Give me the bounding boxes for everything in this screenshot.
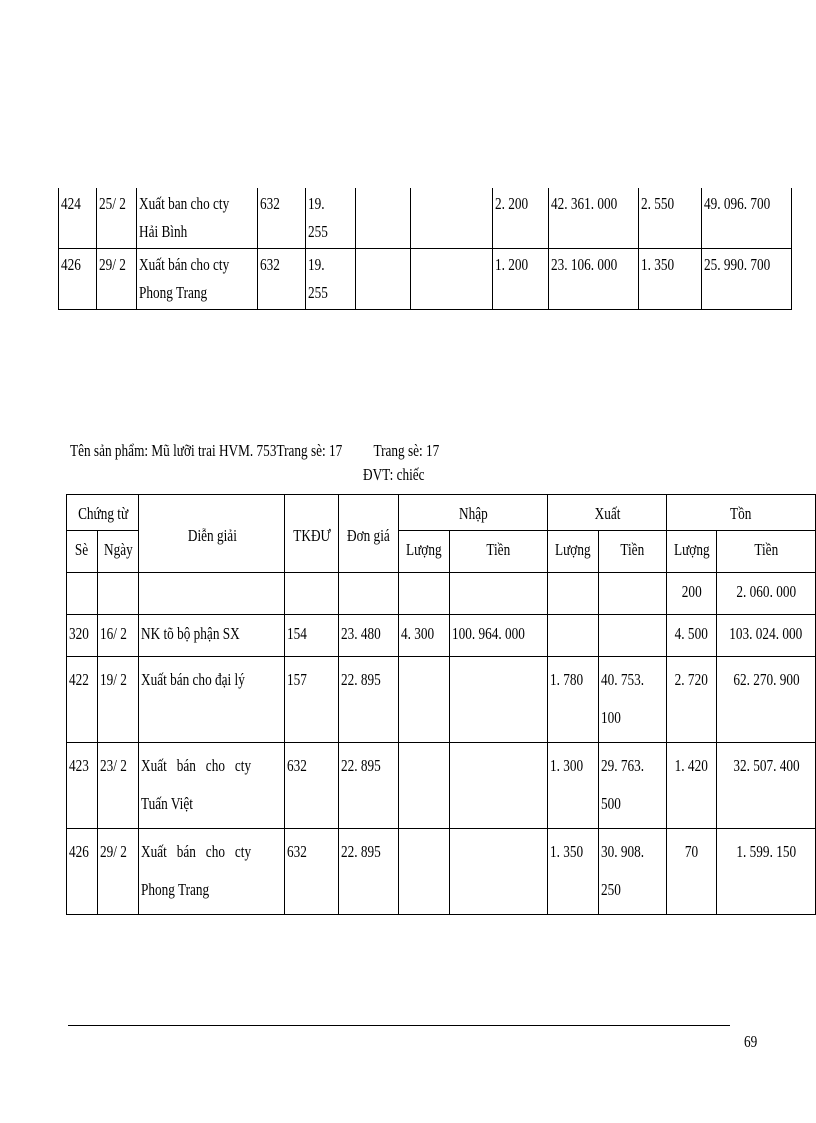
cell-so: 320: [67, 615, 98, 657]
cell-tkdu: 632: [285, 743, 339, 829]
cell-ton-tien: 49. 096. 700: [701, 188, 791, 249]
cell-so: 426: [59, 249, 97, 310]
cell-nhap-tien: [410, 249, 492, 310]
footer-rule: [68, 1025, 730, 1026]
inventory-table-continued: [58, 188, 792, 310]
cell-ton-luong: 4. 500: [666, 615, 717, 657]
cell-nhap-tien: [449, 829, 548, 915]
cell-nhap-tien: [449, 573, 548, 615]
table-row: [59, 188, 792, 249]
cell-don-gia: 19. 255: [305, 188, 355, 249]
cell-xuat-luong: 2. 200: [492, 188, 548, 249]
cell-xuat-tien: 40. 753. 100: [598, 657, 666, 743]
header-xuat-luong: Lượng: [548, 531, 599, 573]
cell-don-gia: 22. 895: [339, 743, 399, 829]
header-ton: Tồn: [666, 495, 815, 531]
cell-ton-luong: 2. 720: [666, 657, 717, 743]
cell-nhap-luong: [355, 249, 410, 310]
cell-ngay: [97, 573, 139, 615]
page-ref-label: Trang sè: 17: [373, 441, 440, 460]
cell-dien-giai: Xuất bán cho cty Tuấn Việt: [139, 743, 285, 829]
cell-tkdu: 632: [257, 249, 305, 310]
cell-ngay: 19/ 2: [97, 657, 139, 743]
cell-nhap-luong: [399, 573, 450, 615]
unit-label: ĐVT: chiếc: [363, 465, 425, 484]
cell-ton-luong: 2. 550: [638, 188, 701, 249]
cell-ngay: 29/ 2: [97, 249, 137, 310]
cell-xuat-luong: 1. 200: [492, 249, 548, 310]
cell-don-gia: 23. 480: [339, 615, 399, 657]
product-name-label: Tên sản phẩm: Mũ lưỡi trai HVM. 753Trang sè: 17: [70, 441, 343, 460]
header-ton-luong: Lượng: [666, 531, 717, 573]
header-tkdu: TKĐƯ: [285, 495, 339, 573]
header-xuat: Xuất: [548, 495, 667, 531]
cell-don-gia: [339, 573, 399, 615]
cell-xuat-tien: 30. 908. 250: [598, 829, 666, 915]
cell-xuat-luong: 1. 350: [548, 829, 599, 915]
cell-nhap-tien: [410, 188, 492, 249]
cell-ngay: 25/ 2: [97, 188, 137, 249]
page-number: 69: [744, 1032, 758, 1051]
cell-ngay: 23/ 2: [97, 743, 139, 829]
header-nhap-luong: Lượng: [399, 531, 450, 573]
cell-so: 424: [59, 188, 97, 249]
header-nhap-tien: Tiền: [449, 531, 548, 573]
cell-dien-giai: Xuất bán cho đại lý: [139, 657, 285, 743]
cell-so: 423: [67, 743, 98, 829]
cell-nhap-tien: 100. 964. 000: [449, 615, 548, 657]
table-row: [67, 573, 816, 615]
cell-ton-tien: 25. 990. 700: [701, 249, 791, 310]
cell-tkdu: [285, 573, 339, 615]
cell-ton-tien: 62. 270. 900: [717, 657, 816, 743]
cell-ton-tien: 103. 024. 000: [717, 615, 816, 657]
cell-nhap-tien: [449, 743, 548, 829]
table-row: [67, 743, 816, 829]
cell-xuat-luong: [548, 615, 599, 657]
header-xuat-tien: Tiền: [598, 531, 666, 573]
cell-nhap-luong: [399, 743, 450, 829]
table-row: [59, 249, 792, 310]
cell-nhap-luong: 4. 300: [399, 615, 450, 657]
cell-xuat-tien: [598, 573, 666, 615]
cell-xuat-luong: 1. 780: [548, 657, 599, 743]
header-chung-tu: Chứng từ: [67, 495, 139, 531]
cell-xuat-tien: [598, 615, 666, 657]
cell-ton-luong: 1. 420: [666, 743, 717, 829]
cell-dien-giai: NK tõ bộ phận SX: [139, 615, 285, 657]
cell-don-gia: 22. 895: [339, 657, 399, 743]
cell-nhap-tien: [449, 657, 548, 743]
cell-tkdu: 632: [257, 188, 305, 249]
header-dien-giai: Diễn giải: [139, 495, 285, 573]
header-don-gia: Đơn giá: [339, 495, 399, 573]
cell-ton-tien: 1. 599. 150: [717, 829, 816, 915]
cell-ngay: 16/ 2: [97, 615, 139, 657]
cell-nhap-luong: [399, 657, 450, 743]
table-row: [67, 829, 816, 915]
inventory-detail-table: [66, 494, 816, 915]
cell-tkdu: 632: [285, 829, 339, 915]
cell-ton-tien: 32. 507. 400: [717, 743, 816, 829]
cell-xuat-luong: 1. 300: [548, 743, 599, 829]
cell-don-gia: 22. 895: [339, 829, 399, 915]
cell-xuat-tien: 42. 361. 000: [548, 188, 638, 249]
cell-ton-luong: 70: [666, 829, 717, 915]
header-ngay: Ngày: [97, 531, 139, 573]
header-nhap: Nhập: [399, 495, 548, 531]
cell-ngay: 29/ 2: [97, 829, 139, 915]
cell-tkdu: 154: [285, 615, 339, 657]
cell-xuat-tien: 23. 106. 000: [548, 249, 638, 310]
cell-ton-luong: 200: [666, 573, 717, 615]
cell-nhap-luong: [355, 188, 410, 249]
cell-dien-giai: Xuất bán cho cty Phong Trang: [139, 829, 285, 915]
cell-ton-luong: 1. 350: [638, 249, 701, 310]
cell-dien-giai: Xuất ban cho cty Hải Bình: [137, 188, 258, 249]
cell-tkdu: 157: [285, 657, 339, 743]
cell-so: [67, 573, 98, 615]
cell-dien-giai: Xuất bán cho cty Phong Trang: [137, 249, 258, 310]
cell-xuat-tien: 29. 763. 500: [598, 743, 666, 829]
header-ton-tien: Tiền: [717, 531, 816, 573]
cell-dien-giai: [139, 573, 285, 615]
cell-xuat-luong: [548, 573, 599, 615]
cell-ton-tien: 2. 060. 000: [717, 573, 816, 615]
product-caption: [70, 440, 543, 462]
cell-don-gia: 19. 255: [305, 249, 355, 310]
cell-nhap-luong: [399, 829, 450, 915]
table-row: [67, 615, 816, 657]
header-so: Sè: [67, 531, 98, 573]
table-row: [67, 657, 816, 743]
cell-so: 422: [67, 657, 98, 743]
cell-so: 426: [67, 829, 98, 915]
